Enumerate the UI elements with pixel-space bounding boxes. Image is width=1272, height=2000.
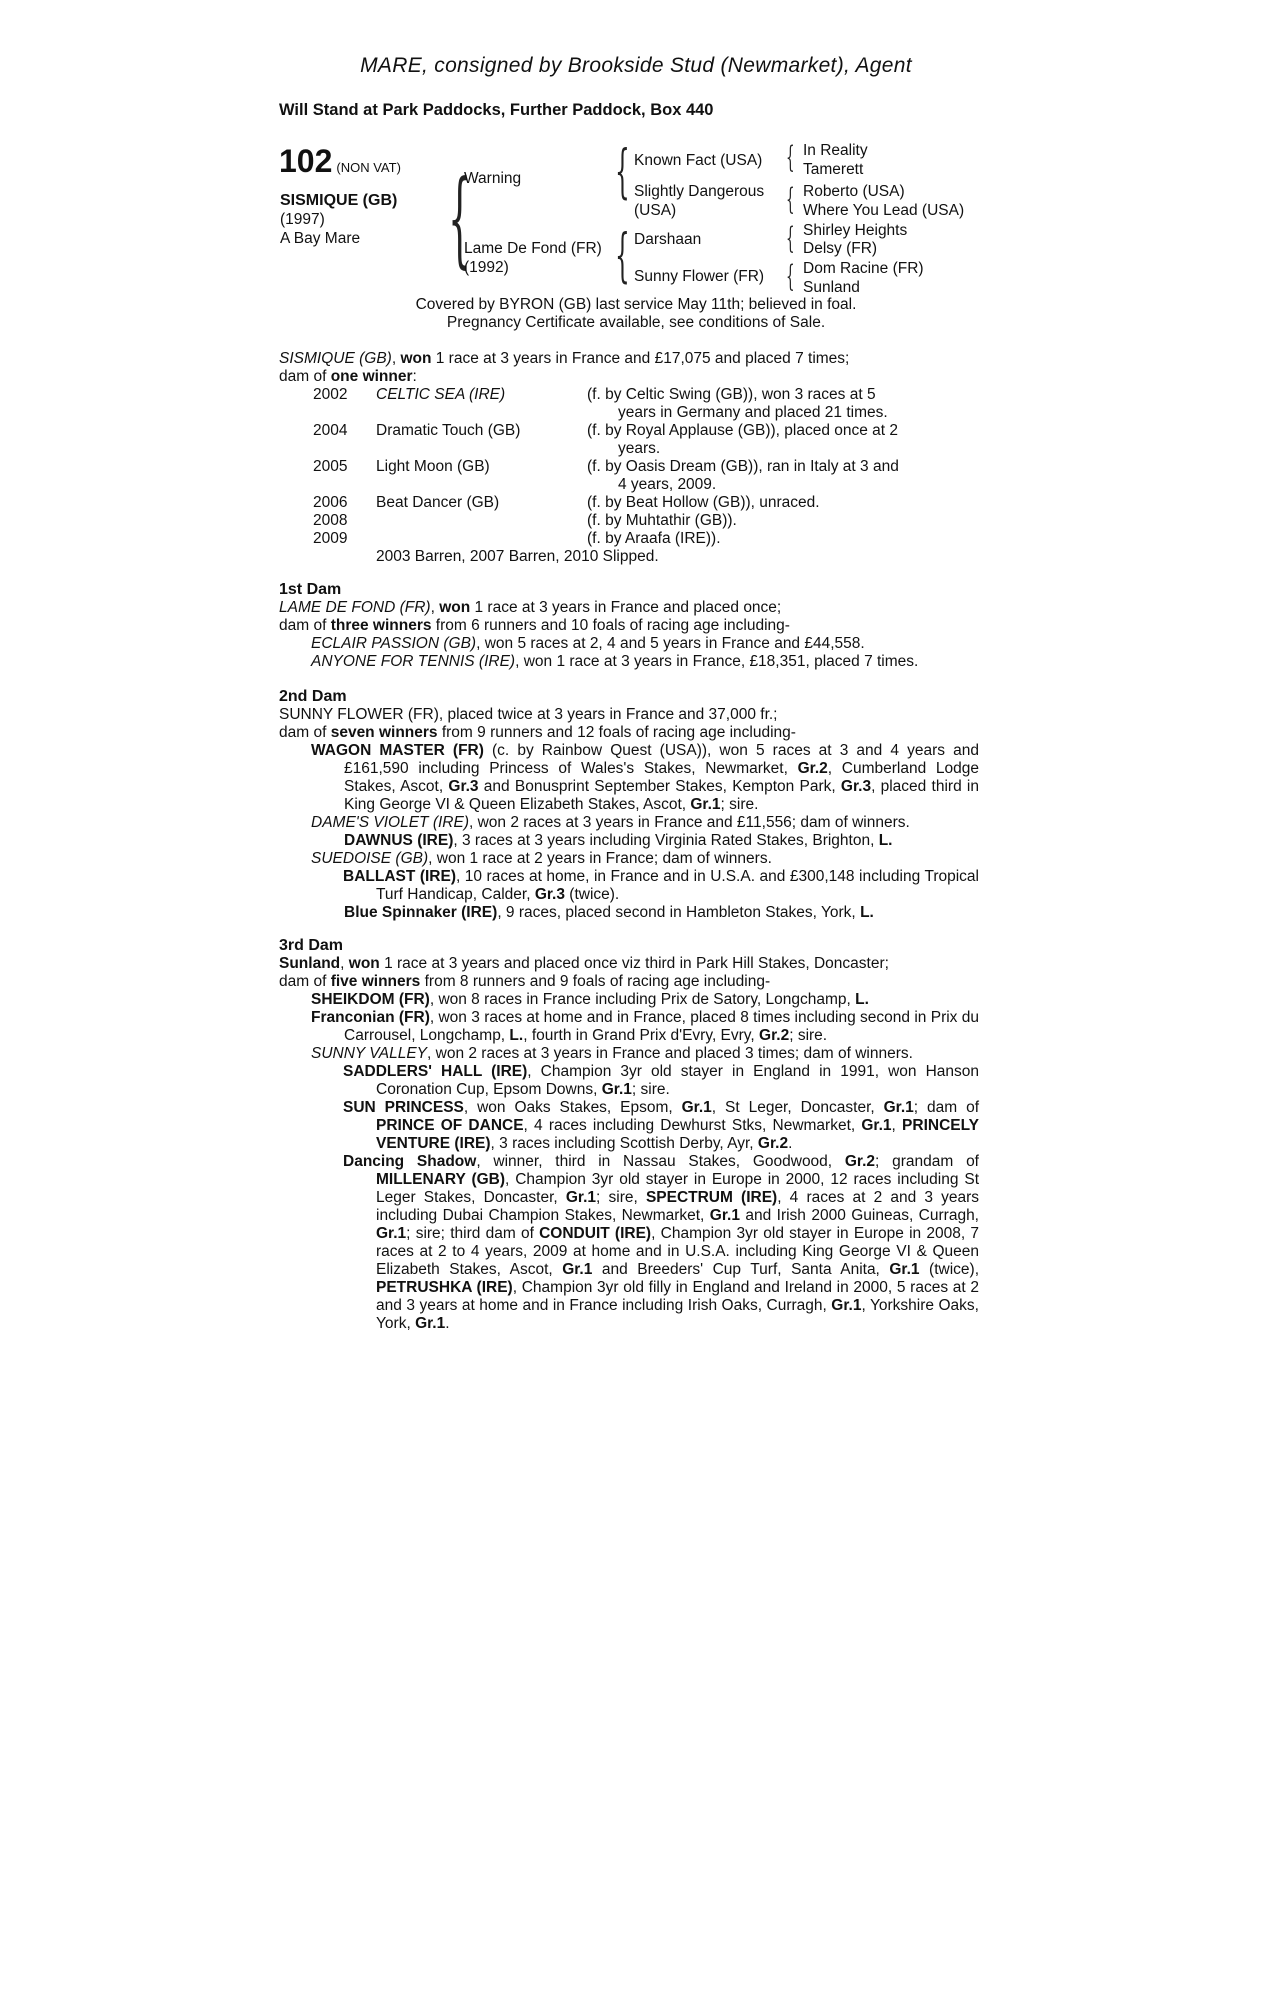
second-dam-record: SUNNY FLOWER (FR), placed twice at 3 years in France and 37,000 fr.; <box>279 706 778 723</box>
progeny-name: Beat Dancer (GB) <box>376 494 500 511</box>
runner-name: Dancing Shadow <box>343 1153 477 1170</box>
progeny-detail: (f. by Oasis Dream (GB)), ran in Italy at 3 and <box>587 458 899 475</box>
grade: Gr.3 <box>840 778 872 795</box>
catalogue-header: MARE, consigned by Brookside Stud (Newmarket), Agent <box>360 54 912 77</box>
first-dam-name: LAME DE FOND (FR) <box>279 599 431 616</box>
grade: Gr.1 <box>709 1207 740 1224</box>
dam-produce-text: from 8 runners and 9 foals of racing age including- <box>420 973 771 990</box>
runner-name: SUN PRINCESS <box>343 1099 464 1116</box>
runner-record: , Champion 3yr old stayer in England in 1991, won Hanson Coronation Cup, Epsom Downs, <box>376 1063 980 1098</box>
runner-name: SPECTRUM (IRE) <box>645 1189 778 1206</box>
ggs-1: In Reality <box>803 142 868 159</box>
dam-of-text: dam of <box>279 973 331 990</box>
progeny-year: 2006 <box>313 494 348 511</box>
runner-name: SUEDOISE (GB) <box>311 850 429 867</box>
third-dam-section: 3rd Dam Sunland, won 1 race at 3 years and placed once viz third in Park Hill Stakes, Doncaster; dam of five winners from 8 runners and 9 foals of racing age including- SHEIKDOM (FR), won 8 races in France including Prix de Satory, Longchamp, L. Franconian (FR), won 3 races at home and in France, placed 8 times including second in Prix du Carrousel, Longchamp, L., fourth in Grand Prix d'Evry, Evry, Gr.2; sire. SUNNY VALLEY, won 2 races at 3 years in France and placed 3 times; dam of winners. SADDLERS' HALL (IRE), Champion 3yr old stayer in England in 1991, won Hanson Coronation Cup, Epsom Downs, Gr.1; sire. SUN PRINCESS, won Oaks Stakes, Epsom, Gr.1, St Leger, Doncaster, Gr.1; dam of PRINCE OF DANCE, 4 races including Dewhurst Stks, Newmarket, Gr.1, PRINCELY VENTURE (IRE), 3 races including Scottish Derby, Ayr, Gr.2. Dancing Shadow, winner, third in Nassau Stakes, Goodwood, Gr.2; grandam of MILLENARY (GB), Champion 3yr old stayer in Europe in 2000, 12 races including St Leger Stakes, Doncaster, Gr.1; sire, SPECTRUM (IRE), 4 races at 2 and 3 years including Dubai Champion Stakes, Newmarket, Gr.1 and Irish 2000 Guineas, Curragh, Gr.1; sire; third dam of CONDUIT (IRE), Champion 3yr old stayer in Europe in 2008, 7 races at 2 to 4 years, 2009 at home and in U.S.A. including King George VI & Queen Elizabeth Stakes, Ascot, Gr.1 and Breeders' Cup Turf, Santa Anita, Gr.1 (twice), PETRUSHKA (IRE), Champion 3yr old filly in England and Ireland in 2000, 5 races at 2 and 3 years at home and in France including Irish Oaks, Curragh, Gr.1, Yorkshire Oaks, York, Gr.1. <box>279 937 980 1332</box>
won-text: won <box>400 350 432 367</box>
ggs-8: Sunland <box>803 279 860 296</box>
grade: Gr.1 <box>376 1225 407 1242</box>
runner-record: , Champion 3yr old filly in England and Ireland in 2000, 5 races at 2 and 3 years at home and in France including Irish Oaks, Curragh, <box>376 1279 979 1314</box>
progeny-year: 2005 <box>313 458 348 475</box>
runner-name: SUNNY VALLEY <box>311 1045 428 1062</box>
progeny-name: CELTIC SEA (IRE) <box>376 386 506 403</box>
progeny-name: Dramatic Touch (GB) <box>376 422 521 439</box>
runner-name: MILLENARY (GB) <box>376 1171 506 1188</box>
runner-record: ; sire. <box>720 796 759 813</box>
second-dam-section <box>279 688 979 922</box>
ggs-2: Tamerett <box>803 161 864 178</box>
dam-of-text: dam of <box>279 724 331 741</box>
runner-name: Blue Spinnaker (IRE) <box>344 904 498 921</box>
runner-record: and Breeders' Cup Turf, Santa Anita, <box>592 1261 890 1278</box>
runner-record: ; sire. <box>631 1081 670 1098</box>
dam-of-text: dam of <box>279 617 331 634</box>
grade: Gr.2 <box>759 1027 790 1044</box>
runner-record: , Champion 3yr old stayer in Europe in 2000, 12 races including St Leger Stakes, Doncaster, <box>376 1171 979 1206</box>
punctuation: . <box>788 1135 793 1152</box>
runner-name: PRINCELY VENTURE (IRE) <box>376 1117 979 1152</box>
grade: Gr.1 <box>562 1261 593 1278</box>
runner-name: CONDUIT (IRE) <box>539 1225 652 1242</box>
won-text: won <box>348 955 380 972</box>
ggs-4: Where You Lead (USA) <box>803 202 965 219</box>
progeny-year: 2009 <box>313 530 348 547</box>
lot-block <box>279 143 401 180</box>
lot-number: 102 <box>279 143 333 179</box>
dam-name: Lame De Fond (FR) <box>464 240 602 257</box>
runner-record: (twice). <box>564 886 620 903</box>
runner-record: , winner, third in Nassau Stakes, Goodwood, <box>476 1153 845 1170</box>
runner-record: , Yorkshire Oaks, York, <box>376 1297 979 1332</box>
runner-name: SHEIKDOM (FR) <box>311 991 430 1008</box>
sire-dam-line2: (USA) <box>634 202 677 219</box>
runner-record: , 4 races including Dewhurst Stks, Newmarket, <box>523 1117 862 1134</box>
punctuation: . <box>445 1315 450 1332</box>
pedigree-brace-1: { <box>786 140 795 175</box>
progeny-year: 2002 <box>313 386 348 403</box>
runner-record: , won 1 race at 3 years in France, £18,351, placed 7 times. <box>515 653 919 670</box>
progeny-detail: (f. by Muhtathir (GB)). <box>587 512 737 529</box>
runner-record: , placed third in King George VI & Queen Elizabeth Stakes, Ascot, <box>344 778 979 813</box>
runner-name: WAGON MASTER (FR) <box>311 742 484 759</box>
runner-record: , won 8 races in France including Prix de Satory, Longchamp, <box>429 991 856 1008</box>
ggs-5: Shirley Heights <box>803 222 908 239</box>
runner-name: ANYONE FOR TENNIS (IRE) <box>311 653 516 670</box>
grade: L. <box>509 1027 524 1044</box>
runner-name: ECLAIR PASSION (GB) <box>311 635 477 652</box>
runner-name: DAME'S VIOLET (IRE) <box>311 814 469 831</box>
first-dam-section: 1st Dam LAME DE FOND (FR), won 1 race at 3 years in France and placed once; dam of three winners from 6 runners and 10 foals of racing age including- ECLAIR PASSION (GB), won 5 races at 2, 4 and 5 years in France and £44,558. ANYONE FOR TENNIS (IRE), won 1 race at 3 years in France, £18,351, placed 7 times. <box>279 581 979 671</box>
winner-count: one winner <box>330 368 413 385</box>
grade: L. <box>855 991 869 1008</box>
runner-record: , won 5 races at 2, 4 and 5 years in France and £44,558. <box>476 635 865 652</box>
summary-name: SISMIQUE (GB) <box>279 350 392 367</box>
progeny-detail: (f. by Celtic Swing (GB)), won 3 races at 5 <box>587 386 876 403</box>
sire-dam-line1: Slightly Dangerous <box>634 183 765 200</box>
ggs-3: Roberto (USA) <box>803 183 905 200</box>
dam-record: 1 race at 3 years and placed once viz third in Park Hill Stakes, Doncaster; <box>379 955 889 972</box>
pedigree-brace-4: { <box>786 259 795 294</box>
first-dam-heading: 1st Dam <box>279 581 342 598</box>
runner-record: , won Oaks Stakes, Epsom, <box>463 1099 682 1116</box>
dam-produce-text: from 6 runners and 10 foals of racing age including- <box>431 617 790 634</box>
dam-of-text: dam of <box>279 368 331 385</box>
runner-record: , won 3 races at home and in France, placed 8 times including second in Prix du Carrousel, Longchamp, <box>344 1009 979 1044</box>
grade: Gr.2 <box>757 1135 789 1152</box>
summary-text: 1 race at 3 years in France and £17,075 and placed 7 times; <box>431 350 850 367</box>
progeny-detail: (f. by Araafa (IRE)). <box>587 530 721 547</box>
progeny-list <box>313 386 1013 566</box>
pedigree-brace-dam: { <box>615 221 630 289</box>
runner-record: and Irish 2000 Guineas, Curragh, <box>739 1207 979 1224</box>
grade: Gr.1 <box>883 1099 914 1116</box>
vat-status: (NON VAT) <box>336 160 401 175</box>
grade: L. <box>860 904 874 921</box>
grade: Gr.2 <box>844 1153 876 1170</box>
runner-record: (twice), <box>919 1261 979 1278</box>
stand-location: Will Stand at Park Paddocks, Further Paddock, Box 440 <box>279 101 714 119</box>
dam-dam: Sunny Flower (FR) <box>634 268 765 285</box>
sire-sire: Known Fact (USA) <box>634 152 763 169</box>
dam-produce-text: from 9 runners and 12 foals of racing age including- <box>437 724 796 741</box>
progeny-detail-cont: years in Germany and placed 21 times. <box>618 404 888 421</box>
third-dam-name: Sunland <box>279 955 341 972</box>
progeny-name: Light Moon (GB) <box>376 458 490 475</box>
runner-record: , St Leger, Doncaster, <box>711 1099 884 1116</box>
progeny-year: 2004 <box>313 422 348 439</box>
third-dam-heading: 3rd Dam <box>279 937 344 954</box>
progeny-detail-cont: years. <box>618 440 661 457</box>
runner-record: , 4 races at 2 and 3 years including Dubai Champion Stakes, Newmarket, <box>376 1189 980 1224</box>
horse-description: A Bay Mare <box>280 230 361 247</box>
ggs-7: Dom Racine (FR) <box>803 260 924 277</box>
runner-record: , fourth in Grand Prix d'Evry, Evry, <box>523 1027 760 1044</box>
grade: Gr.1 <box>831 1297 862 1314</box>
grade: L. <box>878 832 893 849</box>
horse-name: SISMIQUE (GB) <box>280 192 398 209</box>
pedigree-brace-2: { <box>786 182 795 217</box>
ggs-6: Delsy (FR) <box>803 240 878 257</box>
pedigree-brace-sire: { <box>615 137 630 205</box>
dam-year: (1992) <box>464 259 509 276</box>
summary-line-1: SISMIQUE (GB), won 1 race at 3 years in France and £17,075 and placed 7 times; <box>279 350 850 367</box>
runner-name: SADDLERS' HALL (IRE) <box>343 1063 528 1080</box>
grade: Gr.1 <box>889 1261 920 1278</box>
runner-record: , won 2 races at 3 years in France and placed 3 times; dam of winners. <box>427 1045 913 1062</box>
grade: Gr.1 <box>681 1099 712 1116</box>
runner-name: Franconian (FR) <box>311 1009 430 1026</box>
covered-line-1: Covered by BYRON (GB) last service May 11th; believed in foal. <box>415 296 857 313</box>
runner-record: ; dam of <box>913 1099 979 1116</box>
runner-record: ; sire; third dam of <box>406 1225 540 1242</box>
grade: Gr.1 <box>565 1189 597 1206</box>
progeny-detail-cont: 4 years, 2009. <box>618 476 717 493</box>
barren-record: 2003 Barren, 2007 Barren, 2010 Slipped. <box>376 548 659 565</box>
pedigree-brace-main: { <box>448 157 472 279</box>
pedigree-brace-3: { <box>786 221 795 256</box>
covered-line-2: Pregnancy Certificate available, see conditions of Sale. <box>446 314 826 331</box>
runner-record: ; grandam of <box>875 1153 979 1170</box>
progeny-detail: (f. by Beat Hollow (GB)), unraced. <box>587 494 820 511</box>
second-dam-heading: 2nd Dam <box>279 688 347 705</box>
runner-record: , won 2 races at 3 years in France and £11,556; dam of winners. <box>468 814 910 831</box>
progeny-detail: (f. by Royal Applause (GB)), placed once at 2 <box>587 422 899 439</box>
grade: Gr.3 <box>448 778 479 795</box>
runner-record: , 9 races, placed second in Hambleton Stakes, York, <box>497 904 861 921</box>
runner-record: , 3 races at 3 years including Virginia Rated Stakes, Brighton, <box>453 832 879 849</box>
runner-record: ; sire, <box>596 1189 646 1206</box>
runner-record: , Cumberland Lodge Stakes, Ascot, <box>344 760 979 795</box>
grade: Gr.1 <box>690 796 721 813</box>
runner-record: , 10 races at home, in France and in U.S.A. and £300,148 including Tropical Turf Handicap, Calder, <box>376 868 979 903</box>
dam-sire: Darshaan <box>634 231 702 248</box>
runner-name: DAWNUS (IRE) <box>344 832 454 849</box>
grade: Gr.1 <box>415 1315 446 1332</box>
runner-record: , 3 races including Scottish Derby, Ayr, <box>490 1135 758 1152</box>
runner-record: , Champion 3yr old stayer in Europe in 2008, 7 races at 2 to 4 years, 2009 at home and in U.S.A. including King George VI & Queen Elizabeth Stakes, Ascot, <box>376 1225 979 1278</box>
grade: Gr.2 <box>797 760 828 777</box>
colon: : <box>412 368 417 385</box>
dam-record: 1 race at 3 years in France and placed once; <box>470 599 782 616</box>
runner-record: and Bonusprint September Stakes, Kempton Park, <box>478 778 841 795</box>
runner-record: , won 1 race at 2 years in France; dam of winners. <box>428 850 772 867</box>
grade: Gr.3 <box>534 886 565 903</box>
runner-name: PETRUSHKA (IRE) <box>376 1279 513 1296</box>
winner-count: five winners <box>330 973 421 990</box>
sire-name: Warning <box>464 170 522 187</box>
winner-count: seven winners <box>330 724 438 741</box>
progeny-year: 2008 <box>313 512 348 529</box>
runner-record: (c. by Rainbow Quest (USA)), won 5 races at 3 and 4 years and £161,590 including Princess of Wales's Stakes, Newmarket, <box>344 742 979 777</box>
grade: Gr.1 <box>601 1081 632 1098</box>
winner-count: three winners <box>330 617 432 634</box>
won-text: won <box>439 599 471 616</box>
runner-name: PRINCE OF DANCE <box>376 1117 524 1134</box>
horse-year: (1997) <box>280 211 325 228</box>
summary-line-2 <box>279 368 417 386</box>
runner-name: BALLAST (IRE) <box>343 868 456 885</box>
runner-record: ; sire. <box>789 1027 828 1044</box>
grade: Gr.1 <box>861 1117 892 1134</box>
